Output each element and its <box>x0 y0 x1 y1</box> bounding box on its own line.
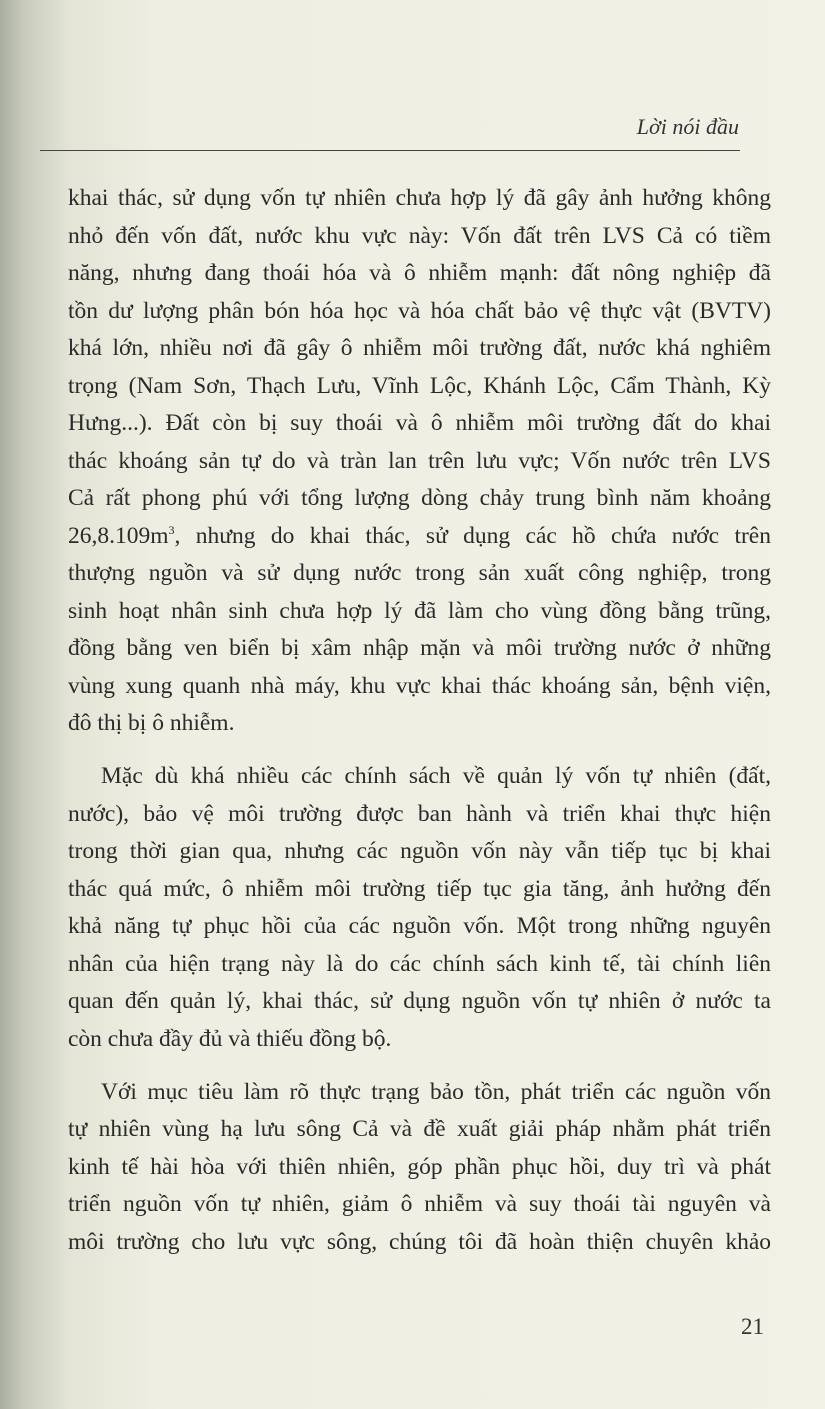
superscript: 3 <box>168 522 175 537</box>
text-line: tự nhiên vùng hạ lưu sông Cả và đề xuất giải pháp nhằm phát triển <box>68 1116 771 1142</box>
text-line: Với mục tiêu làm rõ thực trạng bảo tồn, phát triển các nguồn vốn <box>101 1078 771 1105</box>
text-line: khai thác, sử dụng vốn tự nhiên chưa hợp lý đã gây ảnh hưởng không <box>68 185 771 211</box>
text-line: quan đến quản lý, khai thác, sử dụng nguồn vốn tự nhiên ở nước ta <box>68 988 771 1014</box>
text-line: Hưng...). Đất còn bị suy thoái và ô nhiễm môi trường đất do khai <box>68 410 771 436</box>
text-line: khá lớn, nhiều nơi đã gây ô nhiễm môi trường đất, nước khá nghiêm <box>68 335 771 361</box>
text-line: còn chưa đầy đủ và thiếu đồng bộ. <box>68 1025 392 1052</box>
paragraph-1 <box>68 180 771 743</box>
text-line: thác khoáng sản tự do và tràn lan trên lưu vực; Vốn nước trên LVS <box>68 447 771 474</box>
text-line: đồng bằng ven biển bị xâm nhập mặn và môi trường nước ở những <box>68 635 771 661</box>
text-line: môi trường cho lưu vực sông, chúng tôi đã hoàn thiện chuyên khảo <box>68 1228 771 1255</box>
text-line: vùng xung quanh nhà máy, khu vực khai thác khoáng sản, bệnh viện, <box>68 672 771 699</box>
running-head-title: Lời nói đầu <box>636 114 739 139</box>
text-line: trong thời gian qua, nhưng các nguồn vốn này vẫn tiếp tục bị khai <box>68 838 771 864</box>
header-rule <box>40 150 740 151</box>
text-line: năng, nhưng đang thoái hóa và ô nhiễm mạnh: đất nông nghiệp đã <box>68 260 771 286</box>
text-line: nhỏ đến vốn đất, nước khu vực này: Vốn đất trên LVS Cả có tiềm <box>68 222 771 249</box>
text-line: thượng nguồn và sử dụng nước trong sản xuất công nghiệp, trong <box>68 560 771 586</box>
text-line: nhân của hiện trạng này là do các chính sách kinh tế, tài chính liên <box>68 950 771 977</box>
text-line-with-superscript <box>68 518 771 556</box>
text-line: Mặc dù khá nhiều các chính sách về quản lý vốn tự nhiên (đất, <box>101 763 771 789</box>
text-line: kinh tế hài hòa với thiên nhiên, góp phần phục hồi, duy trì và phát <box>68 1153 771 1180</box>
paragraph-3 <box>68 1074 771 1262</box>
text-line: sinh hoạt nhân sinh chưa hợp lý đã làm cho vùng đồng bằng trũng, <box>68 597 771 624</box>
page-number: 21 <box>741 1314 764 1339</box>
text-line: trọng (Nam Sơn, Thạch Lưu, Vĩnh Lộc, Khánh Lộc, Cẩm Thành, Kỳ <box>68 372 771 399</box>
volume-value: 26,8.109m <box>68 522 169 549</box>
text-line: triển nguồn vốn tự nhiên, giảm ô nhiễm và suy thoái tài nguyên và <box>68 1191 771 1217</box>
text-line: nước), bảo vệ môi trường được ban hành và triển khai thực hiện <box>68 800 771 827</box>
page-body <box>68 180 771 1277</box>
paragraph-2 <box>68 758 771 1058</box>
text-line: Cả rất phong phú với tổng lượng dòng chảy trung bình năm khoảng <box>68 485 771 511</box>
text-line: đô thị bị ô nhiễm. <box>68 710 235 736</box>
text-line: thác quá mức, ô nhiễm môi trường tiếp tục gia tăng, ảnh hưởng đến <box>68 875 771 902</box>
text-line: khả năng tự phục hồi của các nguồn vốn. Một trong những nguyên <box>68 913 771 939</box>
text-line-rest: , nhưng do khai thác, sử dụng các hồ chứa nước trên <box>174 522 771 549</box>
text-line: tồn dư lượng phân bón hóa học và hóa chất bảo vệ thực vật (BVTV) <box>68 297 771 324</box>
